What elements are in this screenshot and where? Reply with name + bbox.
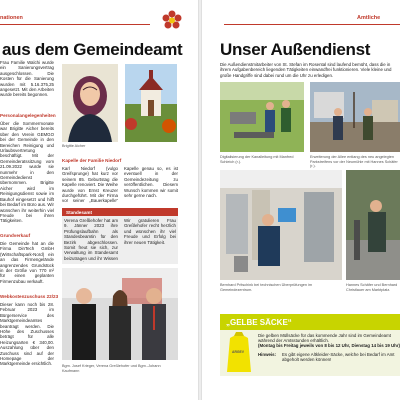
right-page bbox=[202, 0, 400, 400]
yellow-bag-label: ARGEV bbox=[232, 350, 245, 354]
kicker-divider-right bbox=[224, 24, 400, 25]
portrait-photo bbox=[62, 64, 118, 142]
chapel-text: Karl Niedorf (vulgo Greifsprunge) hat kurz vor seinem 85. Geburtstag die Kapelle renoviert. Die Weihe wurde von Ernst Kreuzer durchgeführt. Mit der Firma vor seiner „Bauerkapelle“ bbox=[62, 166, 118, 204]
group-photo-caption: Bgm. Josef Krieger, Verena Greßlehofer und Bgm.-Johann Kaufmann bbox=[62, 364, 161, 373]
yellow-bags-text: Die gelben Müllsäcke für das kommende Jahr sind im Gemeindeamt während der Amtsstunden erhältlich. bbox=[258, 333, 391, 343]
caption-marketplace: Hannes Schäfer und Bernhard Christlauer am Marktplatz. bbox=[346, 283, 398, 292]
personnel-text: Über die Sommermonate war Brigitte Aicher bereits über den Verein GEMGO bei der Gemeinde in den Bereichen Reinigung und Urlaubsvertretung beschäftigt. Mit der Gemeinderatssitzung vom 21.09.2022 wurde sie nunmehr in den Gemeindedienst übernommen. Brigitte Aicher wird im Reinigungsdienst sowie im Bauhof eingesetzt und hilft bei Bedarf im Büro aus. Wir wünschen ihr weiterhin viel Freude bei ihren Tätigkeiten. bbox=[0, 121, 54, 224]
portrait-caption: Brigitte Aicher bbox=[62, 144, 86, 148]
intro-text-right: Die Außendienstmitarbeiter von St. Stefan im Rosental sind laufend bemüht, dass die in ihrem Aufgabenbereich liegenden Tätigkeiten einwandfrei funktionieren. Viele kleine und große Handgriffe sind dabei rund um die Uhr zu erledigen. bbox=[220, 62, 392, 78]
yellow-bags-hours: (Montag bis Freitag jeweils von 8 bis 12 Uhr, Dienstag 14 bis 19 Uhr) bbox=[258, 343, 400, 348]
group-photo bbox=[62, 268, 178, 360]
hint-label: Hinweis: bbox=[258, 352, 277, 357]
left-page bbox=[0, 0, 198, 400]
photo-canal-inspection bbox=[220, 82, 304, 152]
land-sale-text: Die Gemeinde hat an die Firma DinTech GmbH (Wirtschaftspark-Nord) ein an das Firmengelände angrenzendes Grundstück in der Größe von 770 m² für einen geplanten Firmenzubau verkauft. bbox=[0, 241, 54, 284]
hint-text: Es gibt eigene Altkleider-Säcke, welche bei Bedarf im Amt abgeholt werden können! bbox=[282, 352, 395, 363]
municipality-flower-logo bbox=[160, 9, 184, 33]
page-title-right: Unser Außendienst bbox=[220, 40, 371, 59]
heading-chapel: Kapelle der Familie Niedorf bbox=[62, 158, 122, 163]
registry-office-text: Verena Greßlehofer hat am 9. Jänner 2023 ihre Prüfungslaufbahn als Standesbeamtin für den Bezirk abgeschlossen. Somit freut sie sich, zur Verwaltung im Standesamt beizutragen und ihr Wissen bbox=[64, 218, 118, 261]
photo-technical-inspection bbox=[220, 170, 342, 280]
photo-avenue-planting bbox=[310, 82, 400, 152]
kicker-divider bbox=[0, 24, 150, 25]
chapel-photo bbox=[125, 64, 177, 142]
caption-avenue-planting: Erweiterung der Allee entlang des neu angelegten Parkstreifens vor der Neumühle mit Hannes Schäfer (r.). bbox=[310, 155, 398, 169]
yellow-bags-title: „GELBE SÄCKE“ bbox=[226, 318, 292, 327]
heating-subsidy-text: Dieser kann noch bis 28. Februar 2023 im Bürgerservice des Marktgemeindeamtes beantragt werden. Die Höhe des Zuschusses beträgt für alle Heizungsarten € 340,00. Auszahlung über den Zuschuss sind auf der Homepage der Marktgemeinde ersichtlich. bbox=[0, 302, 54, 367]
heading-heating-subsidy: Webkostenzuschuss 22/23 bbox=[0, 294, 59, 299]
page-title: aus dem Gemeindeamt bbox=[2, 40, 183, 59]
registry-office-bar: Standesamt bbox=[62, 208, 178, 217]
photo-marketplace bbox=[346, 170, 400, 280]
caption-technical-inspection: Bernhard Pritschink bei technischen Überprüfungen im Gemeindezentrum. bbox=[220, 283, 313, 292]
chapel-text-continued: Kapelle genau so, es ist eventuell in der Gemeindezeitung zu veröffentlichen. Diesem Wunsch kommen wir somit sehr gerne nach. bbox=[124, 166, 178, 199]
section-kicker-right: Amtliche bbox=[357, 15, 381, 21]
heading-land-sale: Grundverkauf bbox=[0, 233, 31, 238]
heading-personnel: Personalangelegenheiten bbox=[0, 113, 56, 118]
intro-text: Frau Familie Walchi wurde ein Sanierungsvertrag ausgeschlossen. Die Kosten für die Sanierung wurden mit 5.16.375,25 angesetzt. Mit den Arbeiten wurde bereits begonnen. bbox=[0, 60, 54, 98]
caption-canal-inspection: Digitalisierung der Kanalleitung mit Manfred Schleich (r.). bbox=[220, 155, 294, 164]
registry-office-text-continued: Wir gratulieren Frau Greßlehofer recht herzlich und wünschen ihr viel Freude und Erfolg bei ihrer neuen Tätigkeit. bbox=[124, 218, 176, 245]
section-kicker: nationen bbox=[0, 15, 23, 21]
